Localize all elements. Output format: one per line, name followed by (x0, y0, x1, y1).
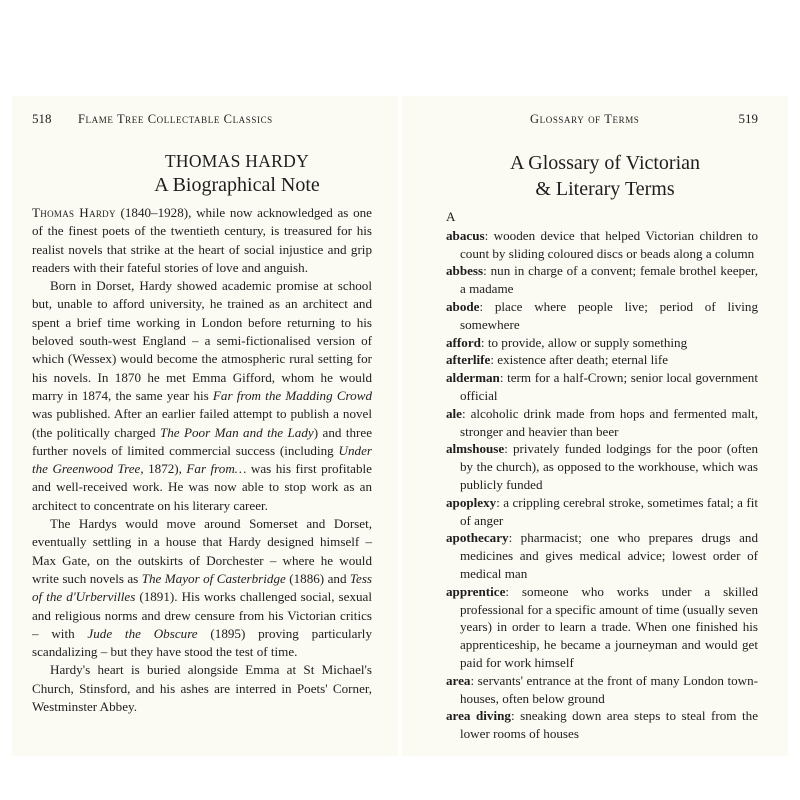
glossary-entry (446, 405, 758, 441)
glossary-entry (446, 672, 758, 708)
glossary-term: alderman (446, 370, 500, 386)
title-line-2: & Literary Terms (535, 178, 675, 200)
running-head: Flame Tree Collectable Classics (78, 112, 273, 126)
glossary-term: afford (446, 334, 481, 350)
book-title: Jude the Obscure (87, 625, 198, 641)
book-title: Under the Greenwood Tree (32, 442, 372, 477)
right-page (402, 96, 788, 756)
chapter-title (442, 150, 768, 202)
paragraph: Born in Dorset, Hardy showed academic promise at school but, unable to afford university, he trained as an architect and spent a brief time working in London before returning to his beloved south-west England – a semi-fictionalised version of which (Wessex) would become the atmospheric rural setting for his novels. In 1870 he met Emma Gifford, whom he would marry in 1874, the same year his Far from the Madding Crowd was published. After an earlier failed attempt to publish a novel (the politically charged The Poor Man and the Lady) and three further novels of limited commercial success (including Under the Greenwood Tree, 1872), Far from… was his first profitable and well-received work. He was now able to stop work as an architect to concentrate on his literary career. (32, 278, 373, 513)
chapter-title (72, 150, 402, 198)
glossary-definition: : to provide, allow or supply something (480, 334, 688, 350)
glossary-term: almshouse (446, 441, 505, 457)
glossary-definition: : someone who works under a skilled professional for a specific amount of time (usually seven years) in order to learn a trade. When one finished his apprenticeship, he became a journeyman and would get paid for work himself (460, 583, 758, 670)
glossary-entry (446, 298, 758, 334)
glossary-definition: : term for a half-Crown; senior local government official (460, 370, 758, 403)
glossary-entry (446, 369, 758, 405)
glossary-term: afterlife (446, 352, 491, 368)
glossary-entry (446, 440, 758, 493)
book-title: The Mayor of Casterbridge (141, 570, 286, 586)
page-number: 518 (32, 111, 52, 126)
glossary-definition: : sneaking down area steps to steal from the lower rooms of houses (460, 708, 759, 742)
glossary-list (446, 208, 758, 743)
glossary-entry (446, 262, 758, 298)
book-title: Far from the Madding Crowd (212, 387, 372, 403)
glossary-term: apoplexy (446, 494, 497, 510)
lead-in: Thomas Hardy (32, 205, 116, 220)
glossary-term: area (446, 672, 471, 688)
glossary-definition: : place where people live; period of living somewhere (460, 298, 758, 332)
paragraph: Thomas Hardy (1840–1928), while now acknowledged as one of the finest poets of the twentieth century, is treasured for his realist novels that strike at the heart of social injustice and grip readers with their fateful stories of love and anguish. (32, 205, 372, 275)
running-head: Glossary of Terms (530, 112, 640, 126)
glossary-entry (446, 583, 758, 672)
glossary-definition: : existence after death; eternal life (490, 352, 669, 368)
glossary-entry (446, 707, 758, 743)
left-page (12, 96, 398, 756)
glossary-definition: : servants' entrance at the front of many London town-houses, often below ground (460, 672, 758, 706)
glossary-definition: : nun in charge of a convent; female brothel keeper, a madame (460, 263, 758, 297)
glossary-term: abode (446, 298, 480, 314)
title-line-2: A Biographical Note (154, 174, 320, 196)
glossary-term: area diving (446, 708, 511, 724)
glossary-definition: : pharmacist; one who prepares drugs and medicines and gives medical advice; lowest order of medical man (460, 530, 758, 581)
title-line-1: A Glossary of Victorian (509, 152, 701, 174)
paragraph: Hardy's heart is buried alongside Emma at St Michael's Church, Stinsford, and his ashes are interred in Poets' Corner, Westminster Abbey. (32, 662, 372, 715)
book-title: Far from… (186, 461, 247, 477)
page-number: 519 (738, 111, 758, 126)
glossary-definition: : privately funded lodgings for the poor (often by the church), as opposed to the workhouse, which was publicly funded (460, 441, 758, 492)
glossary-entry (446, 529, 758, 582)
glossary-term: apprentice (446, 583, 506, 599)
glossary-definition: : alcoholic drink made from hops and fermented malt, stronger and heavier than beer (460, 405, 758, 439)
book-title: Tess of the d'Urbervilles (32, 570, 373, 605)
biography-text (32, 204, 372, 716)
title-line-1: THOMAS HARDY (164, 151, 310, 171)
glossary-entry (446, 351, 758, 369)
glossary-term: ale (446, 405, 462, 421)
glossary-entry (446, 227, 758, 263)
book-title: The Poor Man and the Lady (159, 424, 314, 440)
section-letter: A (446, 209, 456, 224)
glossary-definition: : wooden device that helped Victorian children to count by sliding coloured discs or beads along a column (460, 227, 758, 261)
glossary-entry (446, 494, 758, 530)
glossary-term: abacus (446, 227, 485, 243)
glossary-definition: : a crippling cerebral stroke, sometimes fatal; a fit of anger (460, 494, 758, 528)
paragraph: The Hardys would move around Somerset and Dorset, eventually settling in a house that Hardy designed himself – Max Gate, on the outskirts of Dorchester – where he would write such novels as The Mayor of Casterbridge (1886) and Tess of the d'Urbervilles (1891). His works challenged social, sexual and religious norms and drew censure from his Victorian critics – with Jude the Obscure (1895) proving particularly scandalizing – but they have stood the test of time. (32, 516, 373, 660)
glossary-entry (446, 334, 758, 352)
glossary-term: apothecary (446, 530, 509, 546)
glossary-term: abbess (446, 263, 484, 279)
